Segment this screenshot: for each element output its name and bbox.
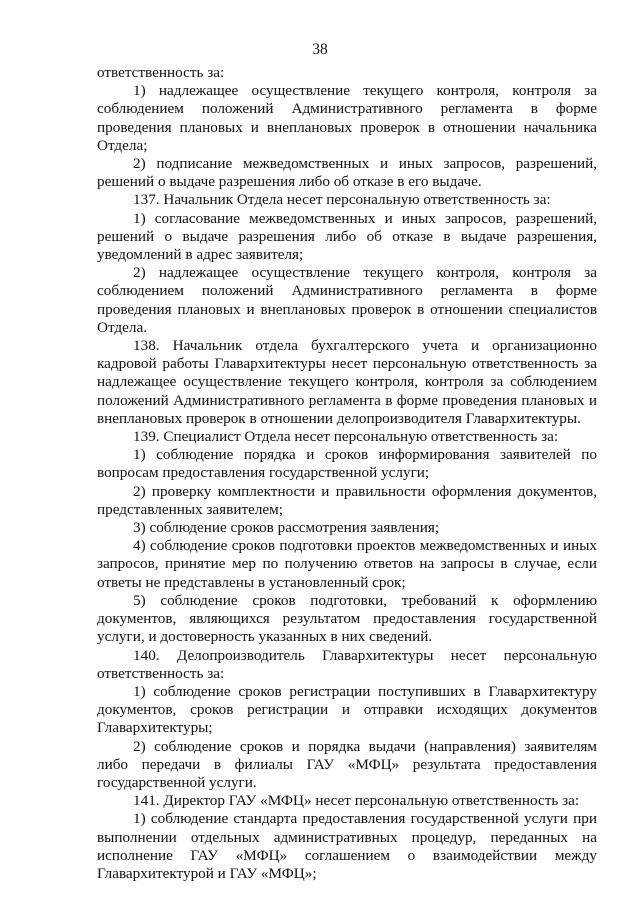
- paragraph: 1) согласование межведомственных и иных запросов, разрешений, решений о выдаче разрешения либо об отказе в выдаче разрешения, уведомлений в адрес заявителя;: [97, 209, 597, 264]
- page-number: 38: [312, 41, 328, 58]
- paragraph: 137. Начальник Отдела несет персональную ответственность за:: [133, 191, 551, 209]
- paragraph: ответственность за:: [97, 64, 225, 81]
- paragraph: 1) соблюдение стандарта предоставления государственной услуги при выполнении отдельных административных процедур, переданных на исполнение ГАУ «МФЦ» соглашением о взаимодействии между Главархитектурой и ГАУ «МФЦ»;: [97, 810, 597, 882]
- paragraph: 4) соблюдение сроков подготовки проектов межведомственных и иных запросов, принятие мер по получению ответов на запросы в случае, если ответы не представлены в установленный срок;: [97, 537, 597, 591]
- paragraph: 139. Специалист Отдела несет персональную ответственность за:: [133, 428, 559, 446]
- paragraph: 3) соблюдение сроков рассмотрения заявления;: [133, 519, 440, 537]
- paragraph: 2) подписание межведомственных и иных запросов, разрешений, решений о выдаче разрешения либо об отказе в его выдаче.: [97, 155, 597, 191]
- document-body: [97, 64, 597, 883]
- paragraph: 2) надлежащее осуществление текущего контроля, контроля за соблюдением положений Административного регламента в форме проведения плановых и внеплановых проверок в отношении специалистов Отдела.: [97, 264, 597, 336]
- paragraph: 1) соблюдение порядка и сроков информирования заявителей по вопросам предоставления государственной услуги;: [97, 446, 597, 482]
- paragraph: 5) соблюдение сроков подготовки, требований к оформлению документов, являющихся результатом предоставления государственной услуги, и достоверность указанных в них сведений.: [97, 591, 597, 646]
- paragraph: 141. Директор ГАУ «МФЦ» несет персональную ответственность за:: [133, 792, 580, 810]
- paragraph: 1) соблюдение сроков регистрации поступивших в Главархитектуру документов, сроков регистрации и отправки исходящих документов Главархитектуры;: [97, 682, 597, 737]
- paragraph: 140. Делопроизводитель Главархитектуры несет персональную ответственность за:: [97, 646, 597, 682]
- paragraph: 1) надлежащее осуществление текущего контроля, контроля за соблюдением положений Административного регламента в форме проведения плановых и внеплановых проверок в отношении начальника Отдела;: [97, 82, 597, 154]
- paragraph: 2) соблюдение сроков и порядка выдачи (направления) заявителям либо передачи в филиалы ГАУ «МФЦ» результата предоставления государственной услуги.: [97, 737, 597, 791]
- paragraph: 138. Начальник отдела бухгалтерского учета и организационно кадровой работы Главархитектуры несет персональную ответственность за надлежащее осуществление текущего контроля, контроля за соблюдением положений Административного регламента в форме проведения плановых и внеплановых проверок в отношении делопроизводителя Главархитектуры.: [97, 337, 597, 427]
- paragraph: 2) проверку комплектности и правильности оформления документов, представленных заявителем;: [97, 482, 597, 518]
